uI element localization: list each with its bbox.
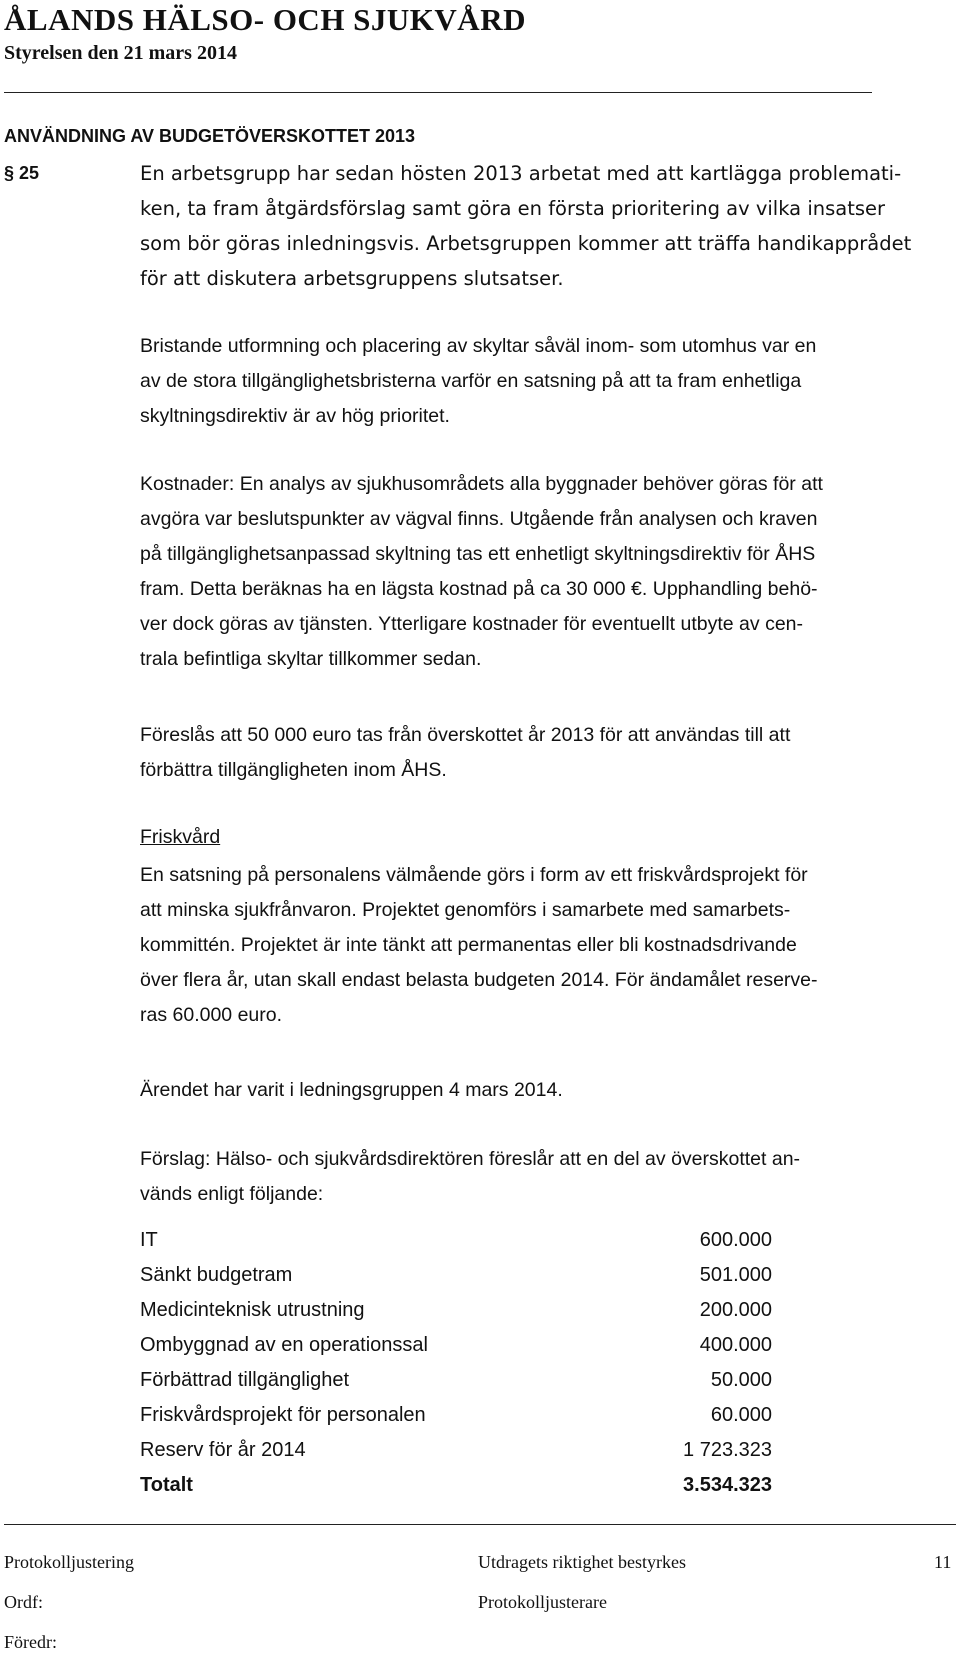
friskvard-paragraph (140, 858, 940, 1033)
text-line: trala befintliga skyltar tillkommer sedan. (140, 648, 482, 670)
budget-amount: 501.000 (699, 1264, 772, 1286)
budget-amount: 60.000 (710, 1404, 772, 1426)
signage-paragraph (140, 329, 940, 434)
budget-item: Medicinteknisk utrustning (140, 1299, 365, 1321)
text-line: Förslag: Hälso- och sjukvårdsdirektören föreslår att en del av överskottet an- (140, 1148, 801, 1170)
intro-paragraph (140, 156, 940, 296)
total-amount: 3.534.323 (683, 1474, 772, 1496)
text-line: Kostnader: En analys av sjukhusområdets alla byggnader behöver göras för att (140, 473, 823, 495)
text-line: vänds enligt följande: (140, 1183, 324, 1205)
text-line: av de stora tillgänglighetsbristerna varför en satsning på att ta fram enhetliga (140, 370, 802, 392)
text-line: ver dock göras av tjänsten. Ytterligare kostnader för eventuellt utbyte av cen- (140, 613, 803, 635)
table-row (140, 1363, 780, 1398)
board-meeting-date: Styrelsen den 21 mars 2014 (4, 42, 237, 64)
table-row (140, 1223, 780, 1258)
section-number: § 25 (4, 163, 40, 183)
footer-certification: Utdragets riktighet bestyrkes (478, 1552, 686, 1572)
costs-paragraph (140, 467, 940, 677)
budget-allocation-table (140, 1223, 780, 1503)
budget-item: Reserv för år 2014 (140, 1439, 306, 1461)
text-line: skyltningsdirektiv är av hög prioritet. (140, 405, 450, 427)
management-note: Ärendet har varit i ledningsgruppen 4 mars 2014. (140, 1079, 563, 1101)
budget-item: Sänkt budgetram (140, 1264, 293, 1286)
text-line: En arbetsgrupp har sedan hösten 2013 arbetat med att kartlägga problemati- (140, 162, 902, 185)
text-line: kommittén. Projektet är inte tänkt att permanentas eller bli kostnadsdrivande (140, 934, 797, 956)
section-heading: ANVÄNDNING AV BUDGETÖVERSKOTTET 2013 (4, 126, 416, 146)
budget-item: Friskvårdsprojekt för personalen (140, 1404, 426, 1426)
total-row (140, 1468, 780, 1503)
text-line: Föreslås att 50 000 euro tas från överskottet år 2013 för att användas till att (140, 724, 791, 746)
text-line: förbättra tillgängligheten inom ÅHS. (140, 759, 447, 781)
text-line: fram. Detta beräknas ha en lägsta kostnad på ca 30 000 €. Upphandling behö- (140, 578, 818, 600)
text-line: över flera år, utan skall endast belasta budgeten 2014. För ändamålet reserve- (140, 969, 818, 991)
footer-foredr-label: Föredr: (4, 1632, 57, 1652)
text-line: som bör göras inledningsvis. Arbetsgruppen kommer att träffa handikapprådet (140, 232, 912, 255)
header-divider (4, 92, 872, 93)
text-line: på tillgänglighetsanpassad skyltning tas ett enhetligt skyltningsdirektiv för ÅHS (140, 543, 816, 565)
footer-protokolljustering: Protokolljustering (4, 1552, 134, 1572)
organization-title: ÅLANDS HÄLSO- OCH SJUKVÅRD (4, 2, 526, 37)
text-line: att minska sjukfrånvaron. Projektet genomförs i samarbete med samarbets- (140, 899, 791, 921)
total-label: Totalt (140, 1474, 193, 1496)
text-line: ken, ta fram åtgärdsförslag samt göra en första prioritering av vilka insatser (140, 197, 886, 220)
budget-amount: 1 723.323 (683, 1439, 772, 1461)
budget-item: Ombyggnad av en operationssal (140, 1334, 428, 1356)
text-line: ras 60.000 euro. (140, 1004, 283, 1026)
proposal-paragraph (140, 718, 940, 788)
page-number: 11 (934, 1552, 952, 1572)
budget-amount: 50.000 (710, 1369, 772, 1391)
budget-item: IT (140, 1229, 158, 1251)
budget-amount: 400.000 (699, 1334, 772, 1356)
table-row (140, 1258, 780, 1293)
budget-amount: 200.000 (699, 1299, 772, 1321)
footer-justerare-label: Protokolljusterare (478, 1592, 607, 1612)
text-line: avgöra var beslutspunkter av vägval finns. Utgående från analysen och kraven (140, 508, 818, 530)
text-line: En satsning på personalens välmående görs i form av ett friskvårdsprojekt för (140, 864, 808, 886)
table-row (140, 1433, 780, 1468)
text-line: för att diskutera arbetsgruppens slutsatser. (140, 267, 564, 290)
budget-item: Förbättrad tillgänglighet (140, 1369, 350, 1391)
table-row (140, 1398, 780, 1433)
footer-divider (4, 1524, 956, 1525)
table-row (140, 1293, 780, 1328)
footer-ordf-label: Ordf: (4, 1592, 43, 1612)
table-row (140, 1328, 780, 1363)
text-line: Bristande utformning och placering av skyltar såväl inom- som utomhus var en (140, 335, 817, 357)
friskvard-heading: Friskvård (140, 826, 221, 848)
forslag-paragraph (140, 1142, 940, 1212)
budget-amount: 600.000 (699, 1229, 772, 1251)
